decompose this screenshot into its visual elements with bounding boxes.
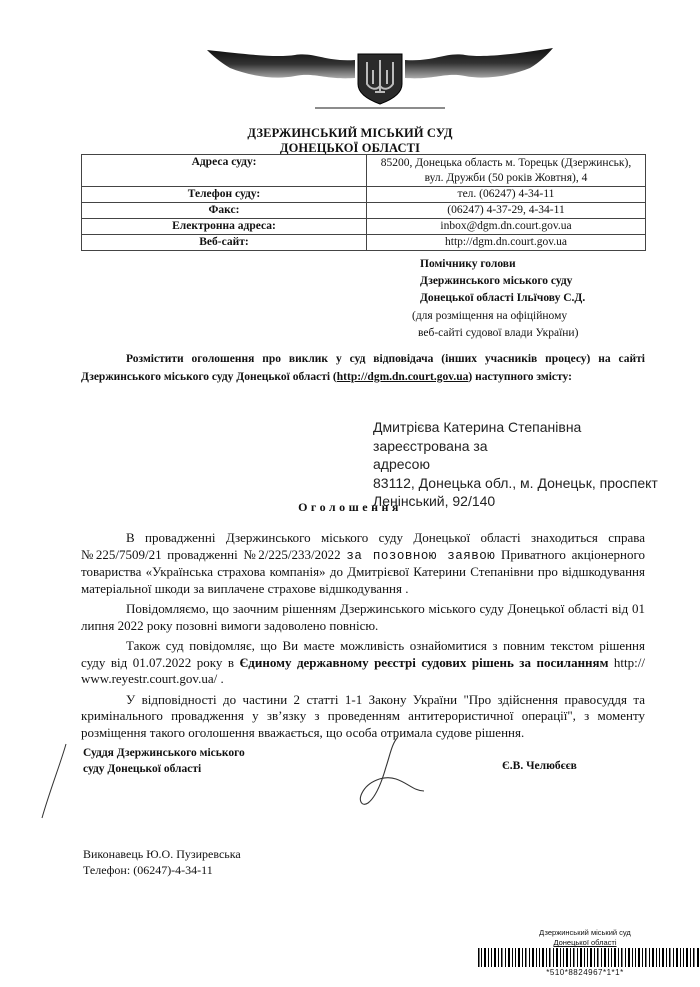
announcement-paragraph-1 [81,530,645,597]
p1-text-b: Приватного акціонерного товариства «Українська страхова компанія» до Дмитрієвої Катерини Степанівни про відшкодування матеріальної шкоди за виплачене страхове відшкодування . [81,546,645,596]
addressee-line1: Помічнику голови [420,258,516,270]
address-value [367,155,646,187]
addressee-line2: Дзержинського міського суду [420,275,573,287]
website-label: Веб-сайт: [82,235,367,251]
court-title-line2: ДОНЕЦЬКОЇ ОБЛАСТІ [279,141,421,155]
placement-note-line1: (для розміщення на офіційному [412,310,568,322]
table-row-phone [82,187,646,203]
announcement-paragraph-4: У відповідності до частини 2 статті 1-1 Закону України "Про здійснення правосуддя та кримінального провадження у зв’язку з проведенням антитерористичної операції", з моменту розміщення такого оголошення вважається, що особа отримала судове рішення. [81,691,645,740]
phone-value: тел. (06247) 4-34-11 [367,187,646,203]
request-line2-end: ) наступного змісту: [468,371,572,383]
table-row-fax [82,203,646,219]
announcement-heading: Оголошення [298,500,402,514]
address-label: Адреса суду: [82,155,367,187]
recipient-line2: адресою [373,456,430,472]
placement-request [81,350,645,386]
barcode-number: *510*8824967*1*1* [546,968,624,977]
handwritten-signature-icon [300,735,430,810]
website-value[interactable]: http://dgm.dn.court.gov.ua [367,235,646,251]
court-website-link[interactable]: http://dgm.dn.court.gov.ua [336,371,469,383]
placement-note-line2: веб-сайті судової влади України) [418,327,579,339]
addressee-block [420,256,585,307]
recipient-block [373,418,673,511]
recipient-line4: Ленінський, 92/140 [373,493,496,509]
table-row-address [82,155,646,187]
announcement-paragraph-2: Повідомляємо, що заочним рішенням Дзержинського міського суду Донецької області від 01 липня 2022 року позовні вимоги задоволено повнісю. [81,601,645,633]
phone-label: Телефон суду: [82,187,367,203]
fax-label: Факс: [82,203,367,219]
p3-registry-link[interactable]: http:// www.reyestr.court.gov.ua/ . [81,654,645,686]
announcement-paragraph-3 [81,638,645,688]
court-stamp [470,928,700,948]
recipient-line3: 83112, Донецька обл., м. Донецьк, проспект [373,474,658,491]
court-title [0,126,700,156]
announcement-body [81,530,645,741]
stamp-line1: Дзержинський міський суд [539,928,631,937]
court-info-table [81,154,646,251]
table-row-email [82,219,646,235]
fax-value: (06247) 4-37-29, 4-34-11 [367,203,646,219]
judge-title [83,745,245,777]
request-line2-start: Дзержинського міського суду Донецької області ( [81,371,337,383]
email-label: Електронна адреса: [82,219,367,235]
judge-title-line2: суду Донецької області [83,763,202,775]
placement-note [412,308,578,342]
stamp-line2: Донецької області [553,938,617,947]
email-value[interactable]: inbox@dgm.dn.court.gov.ua [367,219,646,235]
address-line1: 85200, Донецька область м. Торецьк (Дзержинськ), [380,156,632,169]
addressee-line3: Донецької області Ільїчову С.Д. [420,292,586,304]
executor-phone: Телефон: (06247)-4-34-11 [83,863,213,877]
executor-block [83,846,241,878]
p1-text-a: В провадженні Дзержинського міського суду Донецької області знаходиться справа №225/7509/21 провадженні №2/225/233/2022 [81,530,645,562]
p3-registry-name: Єдиному державному реєстрі судових рішень за посиланням [239,654,609,670]
request-line1: Розмістити оголошення про виклик у суд відповідача (інших учасників процесу) на сайті [126,353,645,365]
court-title-line1: ДЗЕРЖИНСЬКИЙ МІСЬКИЙ СУД [247,126,453,140]
address-line2: вул. Дружби (50 років Жовтня), 4 [424,171,588,184]
executor-name: Виконавець Ю.О. Пузиревська [83,847,241,861]
judge-name: Є.В. Челюбєєв [502,760,577,772]
table-row-website [82,235,646,251]
barcode-icon [478,948,700,967]
margin-mark-icon [40,740,70,820]
p1-text-mono: за позовною заявою [346,548,496,563]
recipient-line1: Дмитрієва Катерина Степанівна зареєстрована за [373,419,582,454]
judge-title-line1: Суддя Дзержинського міського [83,747,245,759]
coat-of-arms-emblem-icon [205,40,555,110]
p3-text-a: Також суд повідомляє, що Ви маєте можливість ознайомитися з повним текстом рішення суду від 01.07.2022 року в [81,638,645,670]
